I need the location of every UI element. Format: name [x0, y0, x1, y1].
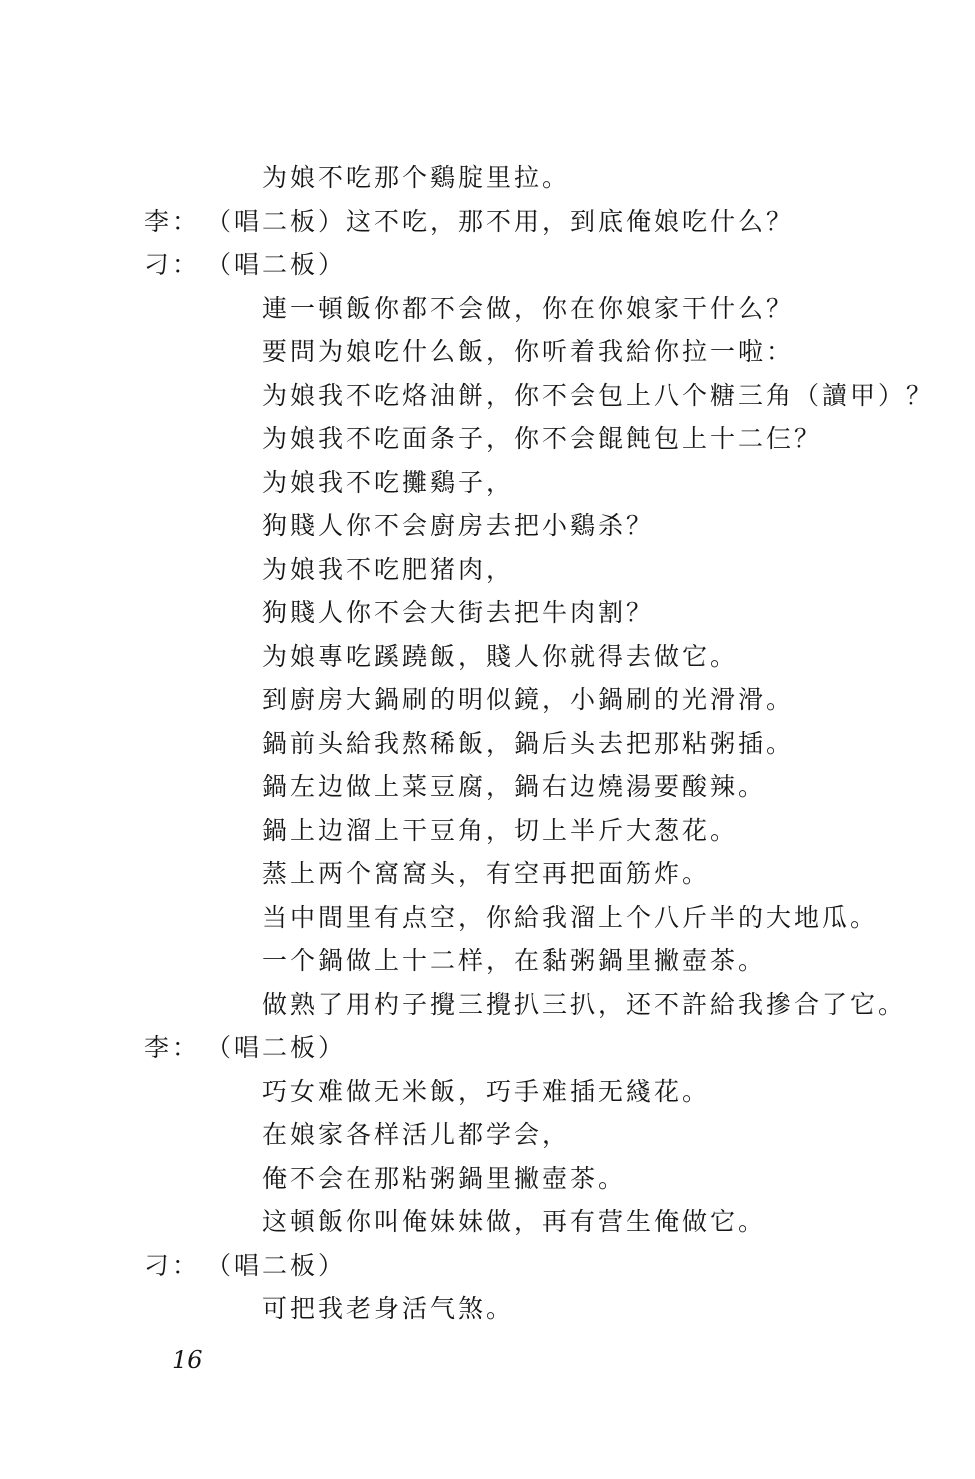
line-text: 鍋上边溜上干豆角，切上半斤大葱花。	[262, 815, 739, 845]
verse-line	[262, 424, 822, 454]
line-text: 为娘我不吃攤鷄子，	[262, 467, 515, 497]
verse-line	[262, 1294, 514, 1324]
line-text: 蒸上两个窩窩头，有空再把面筋炸。	[262, 859, 711, 888]
line-text: 要問为娘吃什么飯，你听着我給你拉一啦：	[262, 337, 795, 366]
line-text: 为娘我不吃烙油餅，你不会包上八个糖三角（讀甲）？	[262, 380, 935, 410]
page-number: 16	[172, 1346, 203, 1374]
verse-line	[262, 946, 766, 976]
verse-line	[262, 816, 738, 846]
verse-line	[262, 903, 878, 933]
speaker-line	[144, 1033, 346, 1063]
verse-line	[262, 1077, 710, 1107]
verse-line	[262, 294, 794, 324]
line-text: （唱二板）	[206, 1250, 347, 1280]
verse-line	[262, 468, 514, 498]
verse-line	[262, 337, 794, 367]
verse-line	[262, 511, 654, 541]
line-text: 一个鍋做上十二样，在黏粥鍋里撇壺茶。	[262, 946, 767, 975]
line-text: 为娘我不吃面条子，你不会餛飩包上十二仨？	[262, 424, 823, 453]
line-text: 狗賤人你不会廚房去把小鷄杀？	[262, 511, 655, 540]
line-text: 为娘我不吃肥猪肉，	[262, 554, 515, 584]
verse-line	[262, 598, 654, 628]
verse-line	[262, 163, 570, 193]
speaker-line	[144, 207, 794, 237]
line-text: 鍋前头給我熬稀飯，鍋后头去把那粘粥插。	[262, 728, 795, 758]
verse-line	[262, 1207, 766, 1237]
verse-line	[262, 859, 710, 889]
line-text: 在娘家各样活儿都学会，	[262, 1120, 571, 1149]
line-text: 为娘專吃蹊蹺飯，賤人你就得去做它。	[262, 641, 739, 671]
line-text: （唱二板）	[206, 250, 347, 279]
speaker-line	[144, 250, 346, 280]
line-text: 为娘不吃那个鷄腚里拉。	[262, 163, 571, 192]
speaker-label: 刁：	[144, 1250, 201, 1280]
line-text: （唱二板）这不吃，那不用，到底俺娘吃什么？	[206, 206, 795, 236]
verse-line	[262, 729, 794, 759]
line-text: 这頓飯你叫俺妹妹做，再有营生俺做它。	[262, 1207, 767, 1236]
verse-line	[262, 772, 766, 802]
verse-line	[262, 1120, 570, 1150]
line-text: 做熟了用杓子攪三攪扒三扒，还不許給我摻合了它。	[262, 989, 907, 1019]
line-text: 巧女难做无米飯，巧手难插无綫花。	[262, 1076, 711, 1106]
line-text: （唱二板）	[206, 1033, 347, 1062]
verse-line	[262, 685, 794, 715]
speaker-line	[144, 1251, 346, 1281]
line-text: 鍋左边做上菜豆腐，鍋右边燒湯要酸辣。	[262, 772, 767, 801]
verse-line	[262, 990, 906, 1020]
line-text: 連一頓飯你都不会做，你在你娘家干什么？	[262, 293, 795, 323]
verse-line	[262, 555, 514, 585]
speaker-label: 李：	[144, 1033, 201, 1062]
verse-line	[262, 642, 738, 672]
line-text: 俺不会在那粘粥鍋里撇壺茶。	[262, 1163, 627, 1193]
verse-line	[262, 1164, 626, 1194]
verse-line	[262, 381, 934, 411]
speaker-label: 李：	[144, 206, 201, 236]
line-text: 到廚房大鍋刷的明似鏡，小鍋刷的光滑滑。	[262, 685, 795, 714]
line-text: 狗賤人你不会大街去把牛肉割？	[262, 598, 655, 627]
line-text: 可把我老身活气煞。	[262, 1294, 515, 1323]
speaker-label: 刁：	[144, 250, 201, 279]
line-text: 当中間里有点空，你給我溜上个八斤半的大地瓜。	[262, 902, 879, 932]
